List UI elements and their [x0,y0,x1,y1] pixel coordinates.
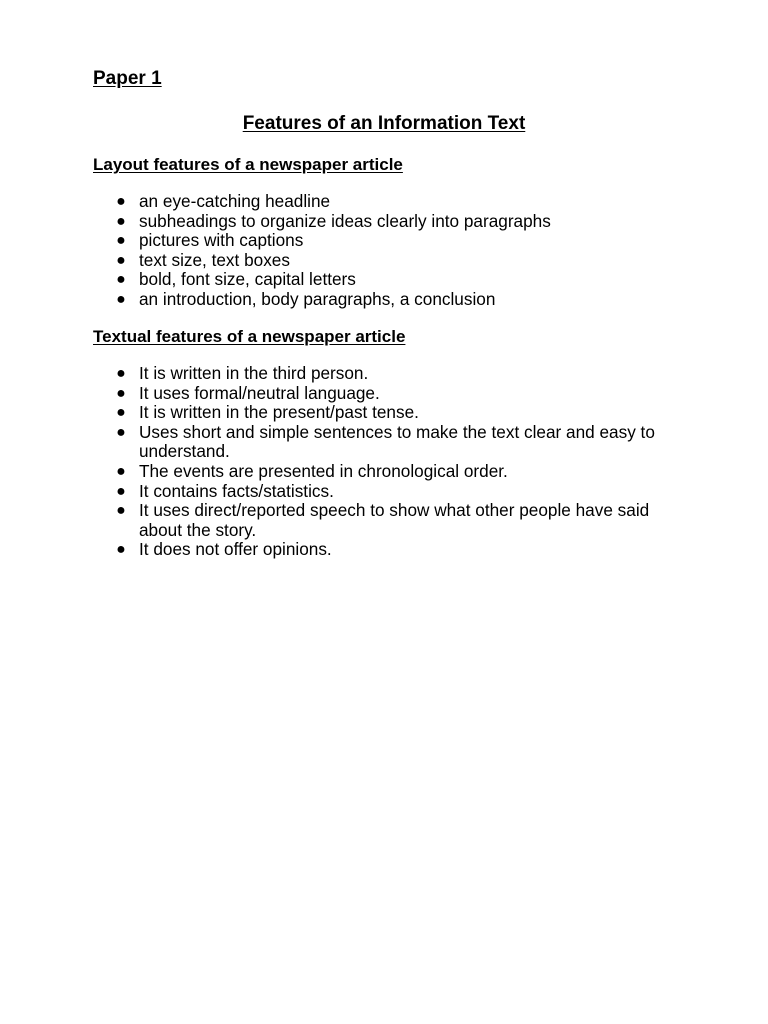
list-item-text: Uses short and simple sentences to make the text clear and easy to understand. [139,421,655,462]
textual-features-list [93,364,683,560]
list-item [93,540,683,560]
list-item-text: subheadings to organize ideas clearly into paragraphs [139,210,551,231]
list-item-text: It uses direct/reported speech to show what other people have said about the story. [139,500,650,540]
bullet-icon: ● [116,502,126,520]
bullet-icon: ● [116,482,126,500]
bullet-icon: ● [116,365,126,382]
list-item-text: text size, text boxes [139,249,290,270]
list-item [93,270,683,290]
list-item-text: It does not offer opinions. [139,539,332,560]
list-item-text: bold, font size, capital letters [139,269,356,290]
list-item [93,192,683,212]
list-item [93,212,683,232]
bullet-icon: ● [116,384,126,402]
bullet-icon: ● [116,193,126,210]
list-item [93,231,683,251]
list-item-text: It contains facts/statistics. [139,480,334,501]
paper-label: Paper 1 [93,68,162,89]
list-item-text: It uses formal/neutral language. [139,382,380,403]
bullet-icon: ● [116,541,126,559]
list-item-text: It is written in the present/past tense. [139,402,419,423]
list-item [93,364,683,384]
list-item-text: pictures with captions [139,230,304,251]
list-item [93,384,683,404]
bullet-icon: ● [116,232,126,250]
bullet-icon: ● [116,290,126,308]
list-item-text: The events are presented in chronological order. [139,460,508,481]
bullet-icon: ● [116,423,126,441]
list-item-text: an introduction, body paragraphs, a conclusion [139,288,496,309]
list-item [93,501,683,540]
bullet-icon: ● [116,404,126,422]
bullet-icon: ● [116,212,126,230]
bullet-icon: ● [116,271,126,289]
textual-features-heading: Textual features of a newspaper article [93,327,406,346]
bullet-icon: ● [116,462,126,480]
list-item [93,251,683,271]
bullet-icon: ● [116,251,126,269]
list-item [93,403,683,423]
list-item [93,290,683,310]
page-title: Features of an Information Text [242,113,526,134]
list-item [93,462,683,482]
list-item-text: It is written in the third person. [139,363,369,383]
list-item [93,423,683,462]
layout-features-list [93,192,683,310]
list-item-text: an eye-catching headline [139,191,331,211]
list-item [93,482,683,502]
layout-features-heading: Layout features of a newspaper article [93,155,403,174]
